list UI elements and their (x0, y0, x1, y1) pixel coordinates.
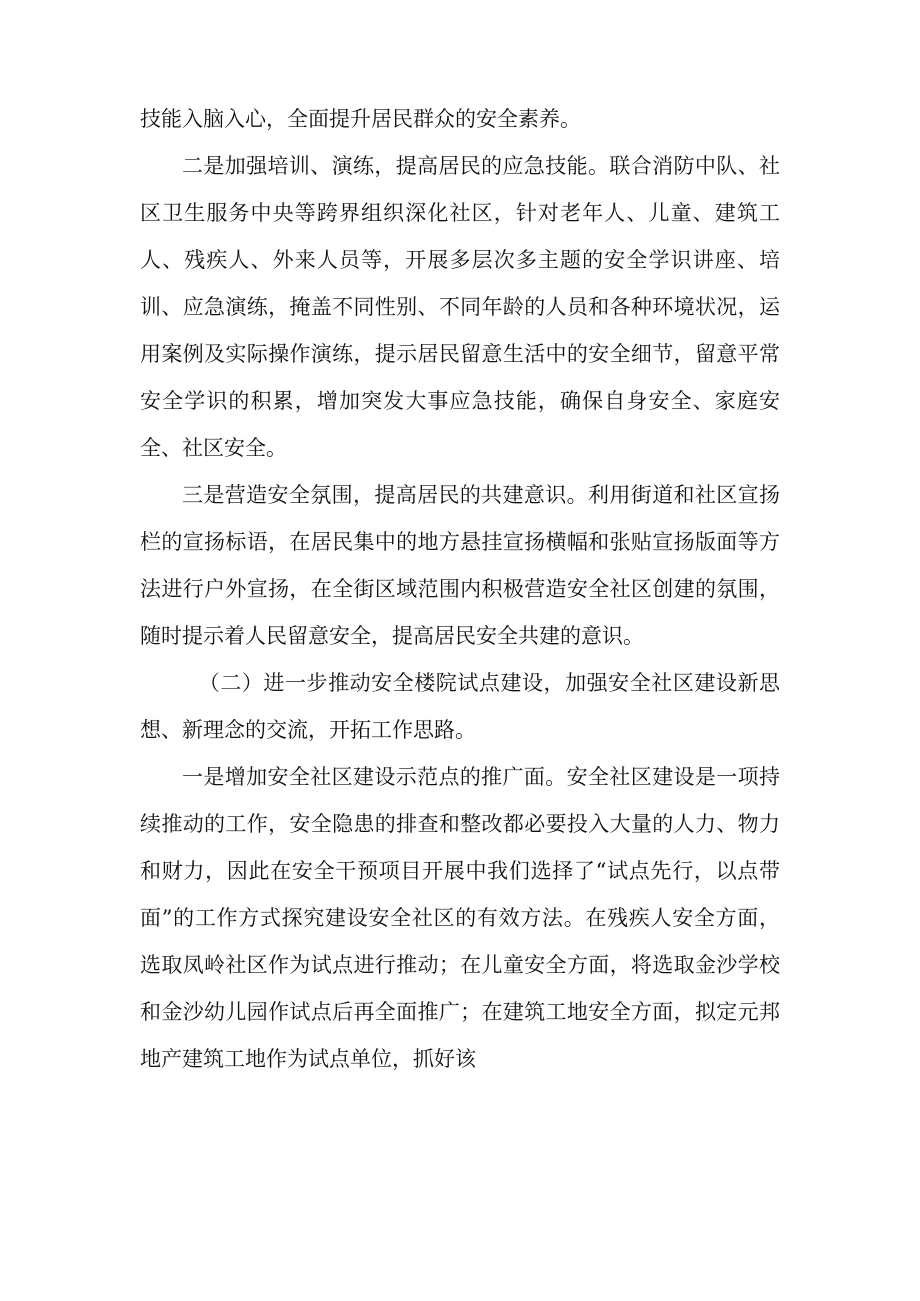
paragraph-continuation: 技能入脑入心，全面提升居民群众的安全素养。 (140, 107, 581, 131)
document-body (140, 96, 780, 1083)
paragraph-safety-atmosphere: 三是营造安全氛围，提高居民的共建意识。利用街道和社区宣扬栏的宣扬标语，在居民集中的地方悬挂宣扬横幅和张贴宣扬版面等方法进行户外宣扬，在全街区域范围内积极营造安全社区创建的氛围，随时提示着人民留意安全，提高居民安全共建的意识。 (140, 483, 780, 648)
section-heading-two: （二）进一步推动安全楼院试点建设，加强安全社区建设新思想、新理念的交流，开拓工作思路。 (140, 671, 780, 742)
paragraph-demonstration-points: 一是增加安全社区建设示范点的推广面。安全社区建设是一项持续推动的工作，安全隐患的排查和整改都必要投入大量的人力、物力和财力，因此在安全干预项目开展中我们选择了“试点先行，以点带面”的工作方式探究建设安全社区的有效方法。在残疾人安全方面，选取凤岭社区作为试点进行推动；在儿童安全方面，将选取金沙学校和金沙幼儿园作试点后再全面推广；在建筑工地安全方面，拟定元邦地产建筑工地作为试点单位，抓好该 (140, 765, 780, 1071)
paragraph-training-drills: 二是加强培训、演练，提高居民的应急技能。联合消防中队、社区卫生服务中央等跨界组织深化社区，针对老年人、儿童、建筑工人、残疾人、外来人员等，开展多层次多主题的安全学识讲座、培训、应急演练，掩盖不同性别、不同年龄的人员和各种环境状况，运用案例及实际操作演练，提示居民留意生活中的安全细节，留意平常安全学识的积累，增加突发大事应急技能，确保自身安全、家庭安全、社区安全。 (140, 154, 780, 460)
